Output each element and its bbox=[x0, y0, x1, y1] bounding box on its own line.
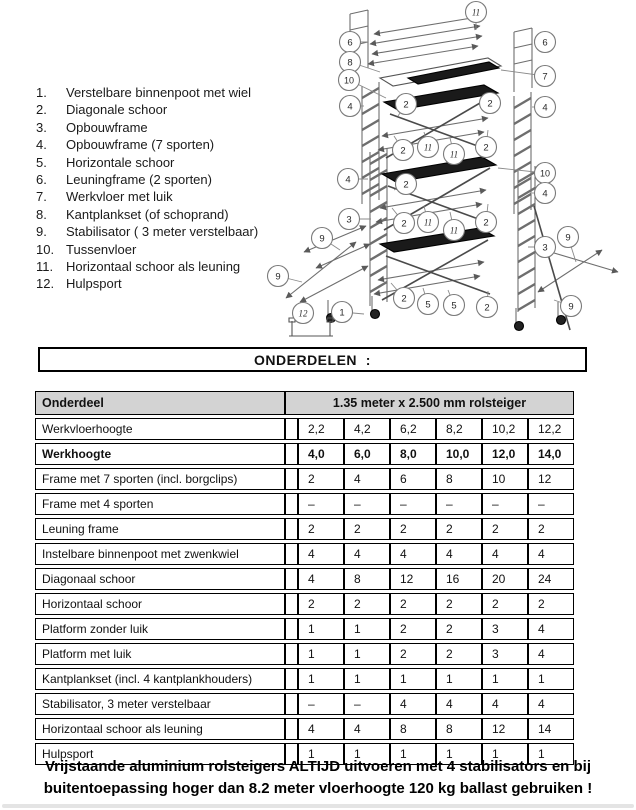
callout-number: 3 bbox=[542, 242, 548, 254]
list-item bbox=[36, 154, 286, 171]
diagram-callout bbox=[418, 206, 439, 233]
spacer-cell bbox=[285, 493, 298, 515]
value-cell: 2 bbox=[528, 518, 574, 540]
callout-number: 4 bbox=[347, 101, 353, 113]
callout-number: 4 bbox=[542, 188, 548, 200]
row-label: Horizontaal schoor als leuning bbox=[35, 718, 285, 740]
callout-number: 10 bbox=[539, 168, 551, 179]
value-cell: 14 bbox=[528, 718, 574, 740]
diagram-callout bbox=[532, 97, 556, 118]
value-cell: 3 bbox=[482, 618, 528, 640]
value-cell: 1 bbox=[528, 668, 574, 690]
list-item-number: 1. bbox=[36, 85, 47, 100]
spacer-cell bbox=[285, 418, 298, 440]
diagram-callout bbox=[476, 204, 497, 233]
callout-number: 6 bbox=[542, 37, 548, 49]
value-cell: – bbox=[390, 493, 436, 515]
list-item bbox=[36, 119, 286, 136]
table-row bbox=[35, 468, 574, 490]
list-item bbox=[36, 258, 286, 275]
value-cell: 4 bbox=[482, 693, 528, 715]
diagram-callout bbox=[444, 290, 465, 316]
table-row bbox=[35, 693, 574, 715]
diagram-callout bbox=[340, 32, 369, 53]
spacer-cell bbox=[285, 468, 298, 490]
value-cell: 1 bbox=[390, 668, 436, 690]
table-header-size: 1.35 meter x 2.500 mm rolsteiger bbox=[285, 391, 574, 415]
diagram-callout bbox=[340, 96, 365, 117]
list-item bbox=[36, 84, 286, 101]
row-label: Werkvloerhoogte bbox=[35, 418, 285, 440]
value-cell: 6 bbox=[390, 468, 436, 490]
list-item bbox=[36, 101, 286, 118]
row-label: Frame met 7 sporten (incl. borgclips) bbox=[35, 468, 285, 490]
value-cell: 2 bbox=[390, 643, 436, 665]
value-cell: 20 bbox=[482, 568, 528, 590]
callout-number: 4 bbox=[542, 102, 548, 114]
callout-number: 2 bbox=[401, 218, 407, 230]
value-cell: 2,2 bbox=[298, 418, 344, 440]
callout-number: 2 bbox=[483, 142, 489, 154]
spacer-cell bbox=[285, 518, 298, 540]
diagram-callout bbox=[480, 93, 501, 114]
callout-number: 11 bbox=[449, 225, 459, 236]
value-cell: 3 bbox=[482, 643, 528, 665]
value-cell: – bbox=[528, 493, 574, 515]
spacer-cell bbox=[285, 568, 298, 590]
diagram-callout bbox=[293, 303, 314, 324]
footer-warning-line1: Vrijstaande aluminium rolsteigers ALTIJD uitvoeren met 4 stabilisators en bij bbox=[45, 758, 591, 775]
value-cell: 1 bbox=[390, 743, 436, 765]
table-header-onderdeel: Onderdeel bbox=[35, 391, 285, 415]
row-label: Horizontaal schoor bbox=[35, 593, 285, 615]
value-cell: 10,0 bbox=[436, 443, 482, 465]
callout-number: 5 bbox=[425, 299, 431, 311]
list-item-label: Werkvloer met luik bbox=[66, 189, 173, 205]
table-row bbox=[35, 618, 574, 640]
callout-number: 9 bbox=[319, 233, 325, 245]
value-cell: 1 bbox=[344, 743, 390, 765]
row-label: Platform zonder luik bbox=[35, 618, 285, 640]
diagram-callout bbox=[444, 212, 465, 241]
parts-list bbox=[36, 84, 286, 293]
value-cell: 8 bbox=[436, 468, 482, 490]
row-label: Platform met luik bbox=[35, 643, 285, 665]
value-cell: 2 bbox=[436, 618, 482, 640]
callout-number: 1 bbox=[339, 307, 345, 319]
list-item-number: 6. bbox=[36, 172, 47, 188]
value-cell: 4,2 bbox=[344, 418, 390, 440]
callout-number: 12 bbox=[298, 308, 308, 319]
diagram-callout bbox=[444, 138, 465, 165]
list-item-number: 5. bbox=[36, 154, 47, 170]
list-item bbox=[36, 171, 286, 188]
callout-number: 2 bbox=[487, 98, 493, 110]
section-header-box bbox=[38, 347, 587, 372]
list-item-label: Kantplankset (of schoprand) bbox=[66, 206, 229, 222]
table-row bbox=[35, 493, 574, 515]
list-item-label: Tussenvloer bbox=[66, 241, 137, 257]
table-row bbox=[35, 593, 574, 615]
value-cell: 2 bbox=[298, 468, 344, 490]
list-item-label: Stabilisator ( 3 meter verstelbaar) bbox=[66, 224, 259, 240]
value-cell: 1 bbox=[436, 743, 482, 765]
callout-number: 2 bbox=[484, 302, 490, 314]
diagram-callout bbox=[477, 291, 498, 318]
value-cell: 2 bbox=[528, 593, 574, 615]
value-cell: 4 bbox=[528, 618, 574, 640]
list-item-label: Horizontale schoor bbox=[66, 154, 175, 170]
value-cell: 2 bbox=[344, 593, 390, 615]
diagram-callout bbox=[268, 266, 303, 287]
diagram-callout bbox=[332, 302, 365, 323]
value-cell: 4,0 bbox=[298, 443, 344, 465]
callout-number: 10 bbox=[343, 75, 355, 86]
value-cell: 6,2 bbox=[390, 418, 436, 440]
row-label: Stabilisator, 3 meter verstelbaar bbox=[35, 693, 285, 715]
row-label: Kantplankset (incl. 4 kantplankhouders) bbox=[35, 668, 285, 690]
spacer-cell bbox=[285, 618, 298, 640]
value-cell: 4 bbox=[436, 693, 482, 715]
value-cell: 4 bbox=[344, 468, 390, 490]
diagram-callout bbox=[392, 208, 415, 234]
table-row bbox=[35, 518, 574, 540]
value-cell: 1 bbox=[344, 618, 390, 640]
value-cell: 1 bbox=[344, 643, 390, 665]
row-label: Diagonaal schoor bbox=[35, 568, 285, 590]
list-item bbox=[36, 206, 286, 223]
callout-number: 6 bbox=[347, 37, 353, 49]
value-cell: 4 bbox=[528, 693, 574, 715]
diagram-callout bbox=[340, 52, 381, 73]
callout-number: 2 bbox=[401, 293, 407, 305]
value-cell: 12 bbox=[528, 468, 574, 490]
value-cell: 2 bbox=[482, 518, 528, 540]
list-item bbox=[36, 241, 286, 258]
value-cell: 4 bbox=[298, 543, 344, 565]
diagram-callout bbox=[466, 2, 487, 31]
list-item-number: 9. bbox=[36, 224, 47, 240]
value-cell: 1 bbox=[298, 668, 344, 690]
spacer-cell bbox=[285, 643, 298, 665]
value-cell: 4 bbox=[298, 718, 344, 740]
table-row bbox=[35, 718, 574, 740]
value-cell: 2 bbox=[390, 618, 436, 640]
value-cell: 8 bbox=[390, 718, 436, 740]
spacer-cell bbox=[285, 668, 298, 690]
spacer-cell bbox=[285, 543, 298, 565]
callout-number: 11 bbox=[423, 142, 433, 153]
table-row bbox=[35, 668, 574, 690]
value-cell: 4 bbox=[344, 718, 390, 740]
value-cell: 12 bbox=[482, 718, 528, 740]
callout-number: 2 bbox=[403, 99, 409, 111]
value-cell: 2 bbox=[436, 518, 482, 540]
list-item bbox=[36, 188, 286, 205]
callout-number: 7 bbox=[542, 71, 548, 83]
value-cell: 2 bbox=[436, 643, 482, 665]
row-label: Leuning frame bbox=[35, 518, 285, 540]
value-cell: 1 bbox=[344, 668, 390, 690]
footer-warning-line2: buitentoepassing hoger dan 8.2 meter vloerhoogte 120 kg ballast gebruiken ! bbox=[43, 779, 593, 797]
table-row bbox=[35, 543, 574, 565]
value-cell: – bbox=[298, 493, 344, 515]
scaffold-exploded-diagram bbox=[258, 0, 636, 346]
footer-warning bbox=[10, 756, 626, 799]
value-cell: 2 bbox=[298, 518, 344, 540]
list-item bbox=[36, 136, 286, 153]
value-cell: 4 bbox=[390, 543, 436, 565]
diagram-callout bbox=[391, 283, 415, 309]
value-cell: 16 bbox=[436, 568, 482, 590]
list-item-number: 10. bbox=[36, 241, 55, 257]
value-cell: 2 bbox=[390, 593, 436, 615]
value-cell: 1 bbox=[298, 743, 344, 765]
table-row bbox=[35, 443, 574, 465]
list-item-label: Leuningframe (2 sporten) bbox=[66, 172, 212, 188]
diagram-callout bbox=[418, 132, 439, 158]
table-header-row bbox=[35, 391, 574, 415]
value-cell: – bbox=[482, 493, 528, 515]
value-cell: 24 bbox=[528, 568, 574, 590]
page-bottom-edge bbox=[2, 804, 634, 808]
value-cell: 12 bbox=[390, 568, 436, 590]
list-item-number: 11. bbox=[36, 259, 54, 275]
list-item-label: Diagonale schoor bbox=[66, 102, 168, 118]
diagram-callout bbox=[501, 66, 556, 87]
list-item-number: 7. bbox=[36, 189, 47, 205]
value-cell: 12,0 bbox=[482, 443, 528, 465]
row-label: Frame met 4 sporten bbox=[35, 493, 285, 515]
spacer-cell bbox=[285, 718, 298, 740]
value-cell: 6,0 bbox=[344, 443, 390, 465]
callout-number: 11 bbox=[423, 217, 433, 228]
section-header-title: ONDERDELEN : bbox=[254, 351, 371, 368]
callout-number: 3 bbox=[346, 214, 352, 226]
list-item-number: 4. bbox=[36, 137, 47, 153]
value-cell: 10,2 bbox=[482, 418, 528, 440]
value-cell: 12,2 bbox=[528, 418, 574, 440]
value-cell: – bbox=[436, 493, 482, 515]
list-item-label: Verstelbare binnenpoot met wiel bbox=[66, 85, 252, 100]
list-item-label: Hulpsport bbox=[66, 276, 122, 292]
table-row bbox=[35, 643, 574, 665]
value-cell: 8 bbox=[436, 718, 482, 740]
callout-number: 5 bbox=[451, 300, 457, 312]
value-cell: 1 bbox=[482, 668, 528, 690]
row-label: Werkhoogte bbox=[35, 443, 285, 465]
value-cell: 2 bbox=[344, 518, 390, 540]
callout-number: 11 bbox=[471, 7, 481, 18]
value-cell: – bbox=[344, 493, 390, 515]
list-item-label: Opbouwframe bbox=[66, 119, 148, 135]
spacer-cell bbox=[285, 593, 298, 615]
value-cell: – bbox=[344, 693, 390, 715]
diagram-callout bbox=[418, 288, 439, 315]
row-label: Hulpsport bbox=[35, 743, 285, 765]
list-item-label: Opbouwframe (7 sporten) bbox=[66, 137, 215, 153]
value-cell: – bbox=[298, 693, 344, 715]
list-item-number: 8. bbox=[36, 206, 47, 222]
value-cell: 1 bbox=[298, 618, 344, 640]
diagram-callout bbox=[396, 94, 417, 117]
callout-number: 2 bbox=[483, 217, 489, 229]
value-cell: 10 bbox=[482, 468, 528, 490]
callout-number: 9 bbox=[275, 271, 281, 283]
row-label: Instelbare binnenpoot met zwenkwiel bbox=[35, 543, 285, 565]
value-cell: 8,0 bbox=[390, 443, 436, 465]
value-cell: 4 bbox=[528, 643, 574, 665]
diagram-callout bbox=[338, 169, 369, 190]
callout-number: 11 bbox=[449, 149, 459, 160]
table-row bbox=[35, 418, 574, 440]
value-cell: 2 bbox=[298, 593, 344, 615]
diagram-callout bbox=[534, 32, 556, 53]
value-cell: 1 bbox=[436, 668, 482, 690]
value-cell: 14,0 bbox=[528, 443, 574, 465]
callout-number: 4 bbox=[345, 174, 351, 186]
callout-number: 2 bbox=[400, 145, 406, 157]
table-row bbox=[35, 568, 574, 590]
list-item-number: 12. bbox=[36, 276, 55, 292]
callout-number: 2 bbox=[403, 179, 409, 191]
value-cell: 4 bbox=[344, 543, 390, 565]
value-cell: 8,2 bbox=[436, 418, 482, 440]
value-cell: 8 bbox=[344, 568, 390, 590]
scaffold-parts-linework bbox=[286, 10, 618, 336]
callout-number: 8 bbox=[347, 57, 353, 69]
value-cell: 4 bbox=[390, 693, 436, 715]
value-cell: 1 bbox=[298, 643, 344, 665]
spacer-cell bbox=[285, 693, 298, 715]
value-cell: 1 bbox=[482, 743, 528, 765]
value-cell: 1 bbox=[528, 743, 574, 765]
value-cell: 4 bbox=[298, 568, 344, 590]
list-item bbox=[36, 275, 286, 292]
list-item bbox=[36, 223, 286, 240]
list-item-number: 2. bbox=[36, 102, 47, 118]
list-item-number: 3. bbox=[36, 119, 47, 135]
callout-number: 9 bbox=[565, 232, 571, 244]
value-cell: 4 bbox=[528, 543, 574, 565]
diagram-callout bbox=[393, 136, 414, 161]
parts-table bbox=[35, 388, 574, 768]
callout-number: 9 bbox=[568, 301, 574, 313]
value-cell: 4 bbox=[482, 543, 528, 565]
value-cell: 2 bbox=[482, 593, 528, 615]
spacer-cell bbox=[285, 443, 298, 465]
list-item-label: Horizontaal schoor als leuning bbox=[66, 259, 241, 275]
value-cell: 4 bbox=[436, 543, 482, 565]
value-cell: 2 bbox=[436, 593, 482, 615]
diagram-callout bbox=[476, 130, 497, 158]
value-cell: 2 bbox=[390, 518, 436, 540]
